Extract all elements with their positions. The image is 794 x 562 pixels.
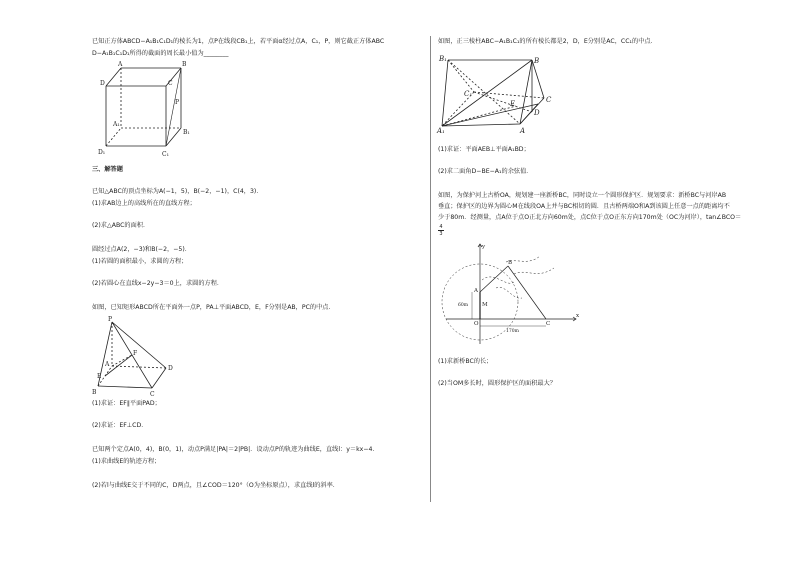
prism-figure (434, 52, 558, 136)
cube-label-d1: D₁ (98, 149, 106, 156)
map-label-60m: 60m (458, 303, 468, 308)
pyramid-figure (90, 314, 186, 398)
question-prism-part2: (2)求二面角D−BE−A₁的余弦值． (438, 168, 533, 175)
question-circle-part2: (2)若圆心在直线x−2y−3＝0上，求圆的方程． (92, 280, 224, 287)
section-heading-answers: 三、解答题 (92, 166, 123, 173)
prism-label-a1: A₁ (437, 127, 445, 135)
question-bridge-text-line3: 少于80m．经测量，点A位于点O正北方向60m处，点C位于点O正东方向170m处（OC为河岸），tan∠BCO＝ (438, 214, 742, 221)
question-pyramid-intro: 如图，已知矩形ABCD所在平面外一点P，PA⊥平面ABCD，E，F分别是AB，PC的中点． (92, 304, 335, 311)
map-label-o: O (474, 321, 479, 327)
bridge-map-figure (436, 240, 586, 348)
map-label-b: B (508, 260, 513, 266)
fraction-numerator: 4 (439, 224, 443, 230)
question-bridge-part1: (1)求新桥BC的长； (438, 358, 493, 365)
map-label-m: M (482, 302, 488, 308)
question-pyramid-part2: (2)求证：EF⊥CD． (92, 422, 148, 429)
pyramid-label-p: P (108, 316, 113, 323)
cube-label-p: P (175, 99, 180, 106)
question-circle-part1: (1)若圆的面积最小，求圆的方程； (92, 258, 188, 265)
pyramid-label-a: A (105, 361, 110, 368)
prism-label-e: E (510, 100, 516, 108)
pyramid-label-c: C (150, 391, 155, 398)
question-cube-text-line2: D−A₁B₁C₁D₁所得的截面的周长最小值为________ (92, 50, 229, 57)
map-label-c: C (546, 321, 551, 327)
question-triangle-intro: 已知△ABC的顶点坐标为A(−1，5)，B(−2，−1)，C(4，3)． (92, 188, 263, 195)
map-label-x: x (576, 313, 580, 319)
prism-label-b1: B₁ (439, 55, 447, 63)
question-bridge-text-line1: 如图，为保护河上古桥OA，规划建一座新桥BC，同时设立一个圆形保护区．规划要求：新桥BC与河岸AB (438, 192, 727, 199)
map-label-y: y (482, 244, 486, 250)
cube-label-a1: A₁ (113, 121, 120, 128)
pyramid-label-b: B (92, 389, 97, 396)
pyramid-label-f: F (133, 350, 138, 357)
question-bridge-fraction (438, 224, 444, 237)
question-prism-part1: (1)求证：平面AEB⊥平面A₁BD； (438, 146, 530, 153)
cube-figure (96, 58, 196, 162)
question-prism-intro: 如图，正三棱柱ABC−A₁B₁C₁的所有棱长都是2，D，E分别是AC，CC₁的中点． (438, 38, 657, 45)
map-label-170m: 170m (506, 329, 519, 334)
map-label-a: A (474, 288, 478, 294)
cube-label-b: B (182, 61, 187, 68)
column-divider (430, 36, 431, 502)
prism-label-b: B (534, 57, 540, 65)
prism-label-c: C (546, 96, 552, 104)
question-curve-intro: 已知两个定点A(0，4)，B(0，1)，动点P满足|PA|＝2|PB|．设动点P的轨迹为曲线E，直线l：y＝kx−4． (92, 446, 379, 453)
fraction-denominator: 3 (439, 231, 443, 237)
pyramid-label-d: D (168, 365, 173, 372)
prism-label-d: D (534, 109, 540, 117)
question-cube-text-line1: 已知正方体ABCD−A₁B₁C₁D₁的棱长为1，点P在线段CB₁上，若平面α经过点A，C₁，P，则它截正方体ABC (92, 38, 385, 45)
question-bridge-text-line2: 垂直；保护区的边界为圆心M在线段OA上并与BC相切的圆．且古桥两端O和A到该圆上任意一点的距离均不 (438, 203, 730, 210)
cube-label-b1: B₁ (183, 129, 190, 136)
cube-label-c1: C₁ (162, 151, 169, 158)
question-circle-intro: 圆经过点A(2，−3)和B(−2，−5)． (92, 246, 191, 253)
pyramid-label-e: E (97, 373, 102, 380)
question-triangle-part2: (2)求△ABC的面积． (92, 222, 150, 229)
question-bridge-part2: (2)当OM多长时，圆形保护区的面积最大？ (438, 380, 556, 387)
prism-label-a: A (520, 127, 526, 135)
cube-label-a: A (118, 61, 123, 68)
question-triangle-part1: (1)求AB边上的高线所在的直线方程； (92, 200, 196, 207)
question-pyramid-part1: (1)求证：EF∥平面PAD； (92, 400, 161, 407)
cube-label-c: C (168, 80, 173, 87)
question-curve-part1: (1)求曲线E的轨迹方程； (92, 458, 161, 465)
cube-label-d: D (100, 80, 105, 87)
prism-label-c1: C₁ (464, 90, 473, 98)
question-curve-part2: (2)若l与曲线E交于不同的C，D两点，且∠COD＝120°（O为坐标原点），求直线l的斜率． (92, 482, 339, 489)
